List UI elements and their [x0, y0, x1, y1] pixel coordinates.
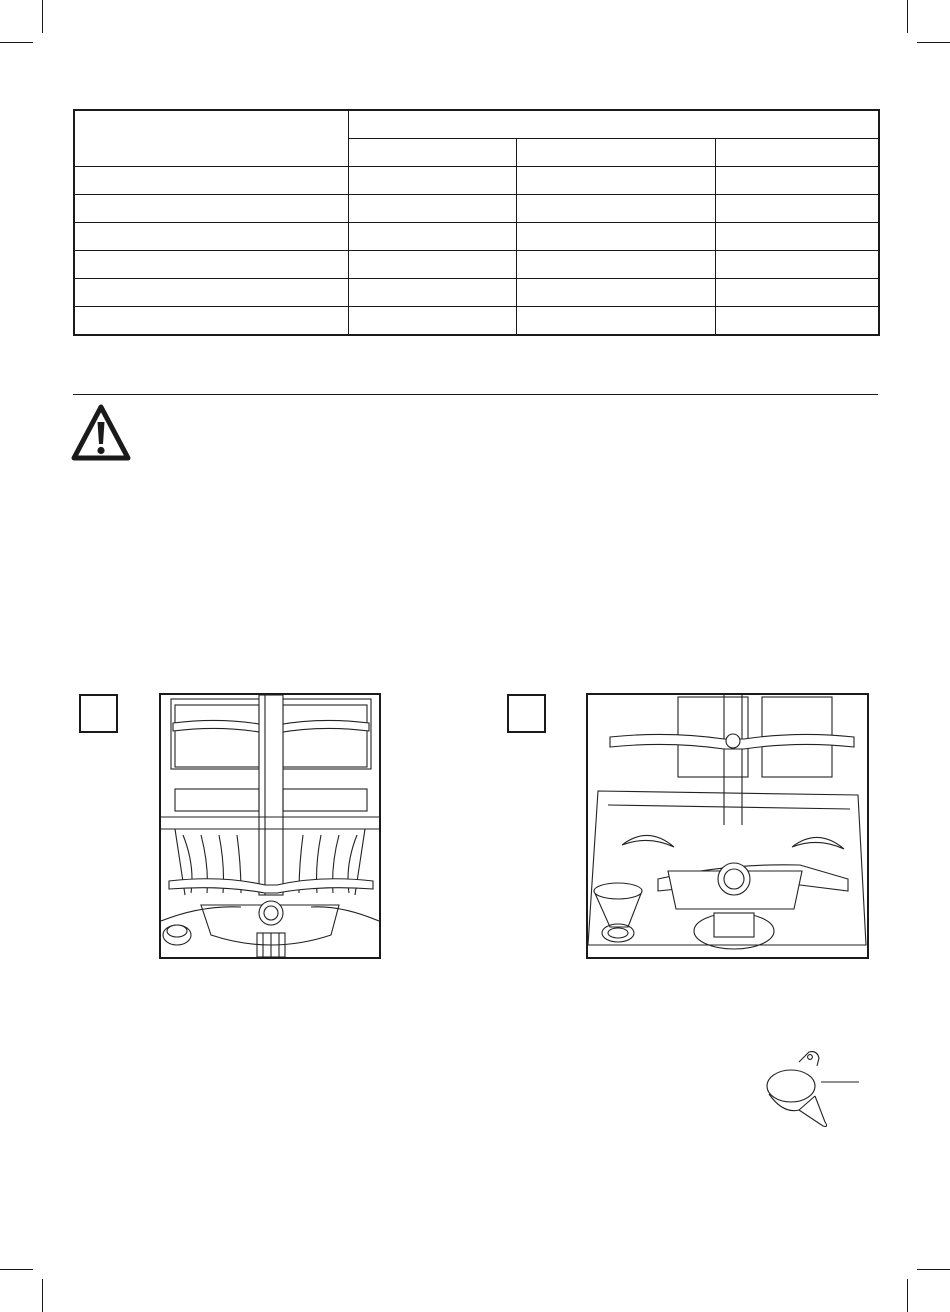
table-header-cell [74, 110, 348, 167]
figure-number-box [507, 694, 546, 733]
crop-mark [907, 0, 908, 33]
figure-number-box [79, 694, 118, 733]
figure-dishwasher-salt-funnel [586, 693, 869, 959]
table-row [74, 279, 879, 307]
crop-mark [0, 1269, 33, 1270]
table-cell [715, 195, 879, 223]
table-subheader-cell [348, 139, 516, 167]
table-cell [715, 307, 879, 336]
section-divider [73, 394, 878, 395]
table-cell [348, 223, 516, 251]
table-row [74, 307, 879, 336]
dishwasher-interior-illustration [588, 695, 867, 957]
crop-mark [42, 1279, 43, 1312]
crop-mark [917, 1269, 950, 1270]
table-row [74, 167, 879, 195]
crop-mark [42, 0, 43, 33]
crop-mark [917, 42, 950, 43]
crop-mark [0, 42, 33, 43]
table-cell [348, 307, 516, 336]
dishwasher-interior-illustration [161, 695, 379, 957]
table-cell [74, 167, 348, 195]
table-cell [348, 251, 516, 279]
table-cell [516, 307, 715, 336]
table-subheader-cell [516, 139, 715, 167]
table-header-cell [348, 110, 879, 139]
figure-dishwasher-spray-arm [159, 693, 381, 959]
table-row [74, 251, 879, 279]
table-cell [516, 195, 715, 223]
table-row [74, 195, 879, 223]
specification-table [73, 109, 880, 336]
table-cell [516, 223, 715, 251]
table-cell [715, 279, 879, 307]
table-cell [715, 223, 879, 251]
table-row [74, 223, 879, 251]
table-subheader-cell [715, 139, 879, 167]
table-cell [715, 167, 879, 195]
table-cell [74, 195, 348, 223]
crop-mark [907, 1279, 908, 1312]
table-cell [74, 307, 348, 336]
table-cell [516, 167, 715, 195]
warning-triangle-icon [71, 404, 131, 462]
table-cell [348, 195, 516, 223]
table-cell [516, 279, 715, 307]
table-cell [74, 251, 348, 279]
table-cell [74, 279, 348, 307]
table-cell [715, 251, 879, 279]
table-cell [348, 167, 516, 195]
salt-funnel-icon [763, 1048, 863, 1130]
table-cell [74, 223, 348, 251]
table-cell [348, 279, 516, 307]
table-header-row [74, 110, 879, 139]
table-cell [516, 251, 715, 279]
